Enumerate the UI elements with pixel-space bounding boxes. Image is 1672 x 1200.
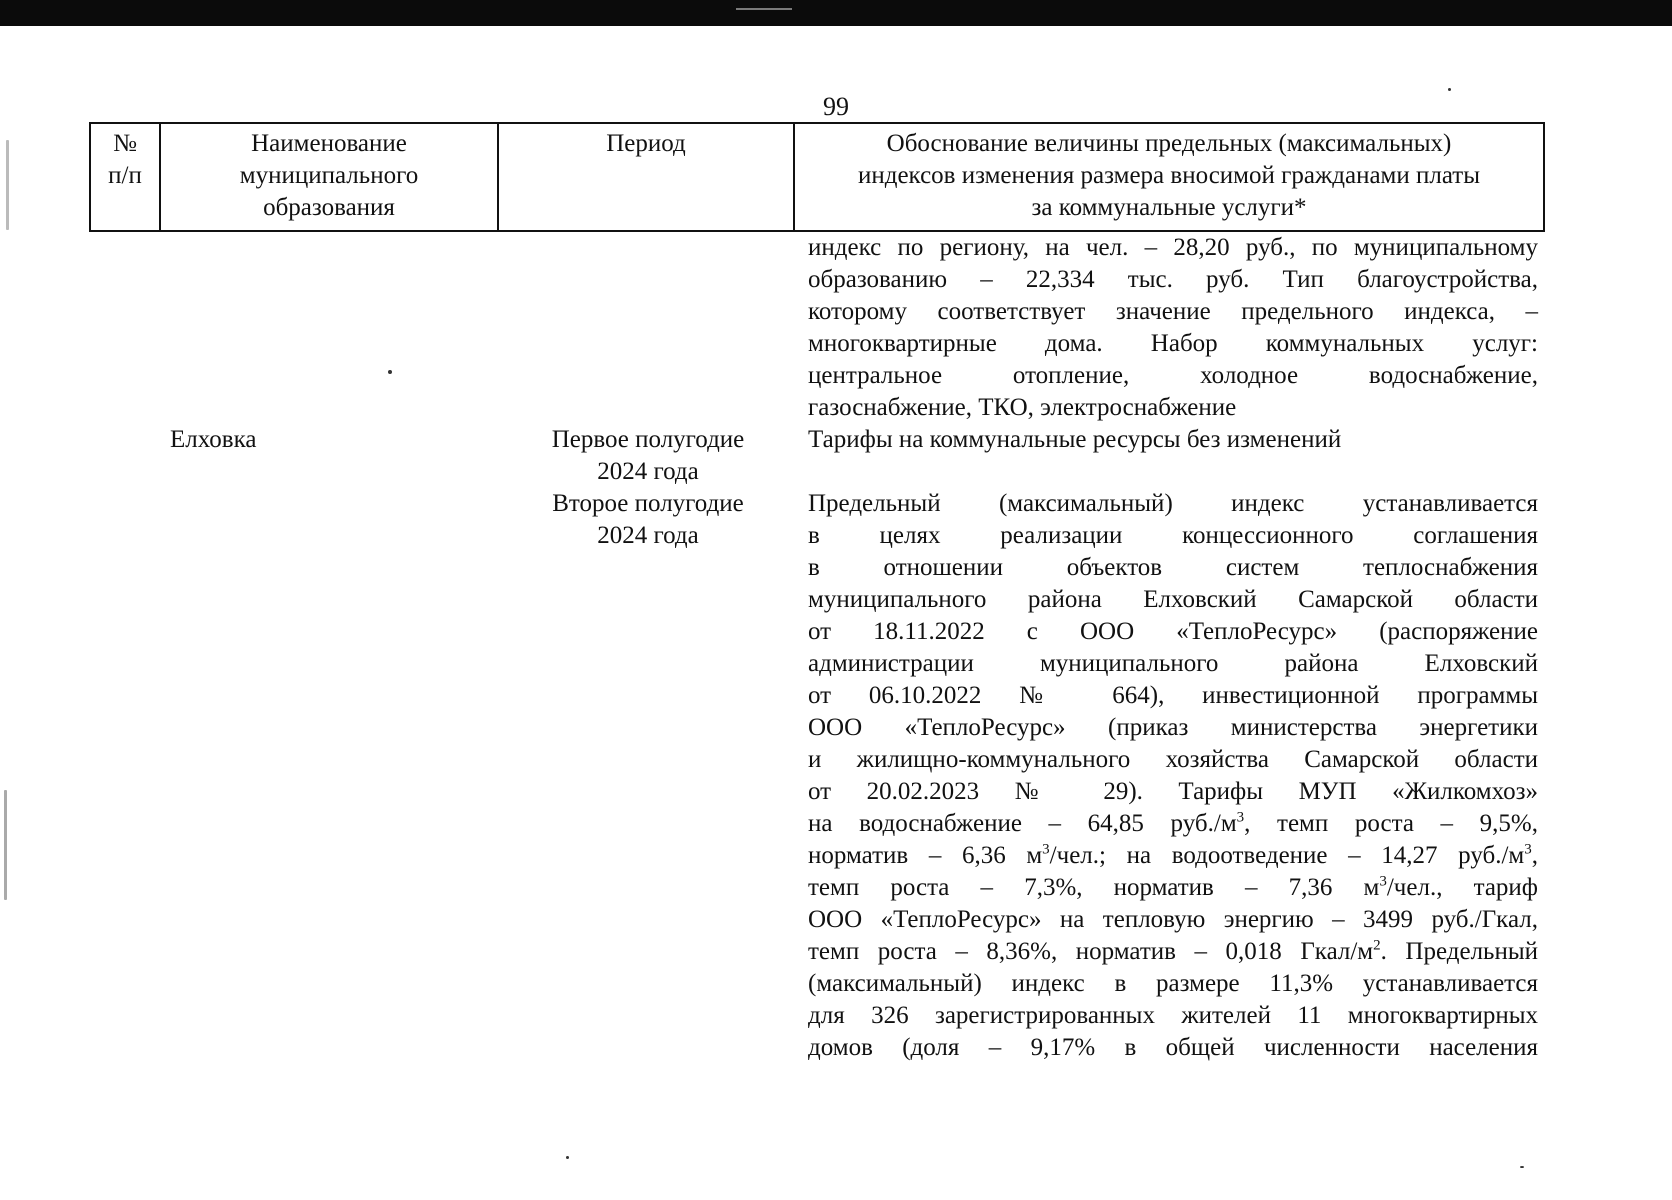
text-fragment: темп роста – 8,36%, норматив – 0,018 Гкал/м [808, 938, 1374, 965]
scan-speck [1520, 1166, 1524, 1168]
superscript: 3 [1236, 809, 1245, 826]
header-just-line: за коммунальные услуги* [1031, 194, 1307, 221]
text-line: образованию – 22,334 тыс. руб. Тип благоустройства, [808, 266, 1538, 293]
text-line: газоснабжение, ТКО, электроснабжение [808, 394, 1237, 421]
header-num-line: № [113, 130, 137, 157]
header-col-municipality [160, 123, 498, 231]
period-line: Первое полугодие [551, 426, 745, 453]
scan-speck [566, 1156, 569, 1159]
text-fragment: , [1531, 842, 1538, 869]
header-name-line: муниципального [239, 162, 419, 189]
text-line: ООО «ТеплоРесурс» на тепловую энергию – 3499 руб./Гкал, [808, 906, 1538, 933]
text-line: Предельный (максимальный) индекс устанавливается [808, 490, 1538, 517]
text-fragment: . Предельный [1380, 938, 1539, 965]
header-just-line: индексов изменения размера вносимой гражданами платы [857, 162, 1481, 189]
text-line: в целях реализации концессионного соглашения [808, 522, 1538, 549]
text-line: индекс по региону, на чел. – 28,20 руб., по муниципальному [808, 234, 1538, 261]
table-header [89, 122, 1545, 232]
superscript: 3 [1379, 873, 1387, 890]
scan-artifact [736, 8, 792, 10]
text-line: многоквартирные дома. Набор коммунальных услуг: [808, 330, 1538, 357]
superscript: 3 [1042, 841, 1050, 858]
header-num-line: п/п [108, 162, 142, 189]
text-fragment: темп роста – 7,3%, норматив – 7,36 м [808, 874, 1380, 901]
text-line [808, 808, 1538, 840]
text-line: от 18.11.2022 с ООО «ТеплоРесурс» (распоряжение [808, 618, 1538, 645]
justification-first-half [808, 424, 1538, 456]
text-line: муниципального района Елховский Самарской области [808, 586, 1538, 613]
text-line: центральное отопление, холодное водоснабжение, [808, 362, 1538, 389]
header-col-period [498, 123, 794, 231]
text-line: Тарифы на коммунальные ресурсы без изменений [808, 426, 1342, 453]
period-line: Второе полугодие [552, 490, 744, 517]
header-just-line: Обоснование величины предельных (максимальных) [886, 130, 1452, 157]
scan-speck [4, 790, 7, 900]
text-line: домов (доля – 9,17% в общей численности населения [808, 1034, 1538, 1061]
superscript: 3 [1524, 841, 1532, 858]
text-line [808, 840, 1538, 872]
justification-continuation [808, 232, 1538, 424]
text-line: и жилищно-коммунального хозяйства Самарской области [808, 746, 1538, 773]
header-period-label: Период [606, 130, 686, 157]
text-line: ООО «ТеплоРесурс» (приказ министерства энергетики [808, 714, 1538, 741]
scan-top-border [0, 0, 1672, 26]
scan-speck [1448, 88, 1451, 91]
scan-speck [6, 140, 9, 230]
header-name-line: образования [263, 194, 395, 221]
text-line: от 06.10.2022 № 664), инвестиционной программы [808, 682, 1538, 709]
header-col-number [90, 123, 160, 231]
text-line: (максимальный) индекс в размере 11,3% устанавливается [808, 970, 1538, 997]
text-fragment: /чел.; на водоотведение – 14,27 руб./м [1049, 842, 1525, 869]
text-fragment: норматив – 6,36 м [808, 842, 1043, 869]
text-line [808, 872, 1538, 904]
period-line: 2024 года [597, 458, 699, 485]
text-fragment: , темп роста – 9,5%, [1244, 810, 1538, 837]
text-fragment: /чел., тариф [1386, 874, 1538, 901]
superscript: 2 [1373, 937, 1381, 954]
scan-speck [388, 370, 392, 374]
header-col-justification [794, 123, 1544, 231]
municipality-name: Елховка [170, 426, 257, 453]
justification-second-half [808, 488, 1538, 1064]
header-name-line: Наименование [251, 130, 407, 157]
period-first-half [520, 424, 776, 488]
page-number: 99 [823, 92, 849, 121]
text-line: в отношении объектов систем теплоснабжения [808, 554, 1538, 581]
text-line: которому соответствует значение предельного индекса, – [808, 298, 1538, 325]
text-line: от 20.02.2023 № 29). Тарифы МУП «Жилкомхоз» [808, 778, 1538, 805]
text-fragment: на водоснабжение – 64,85 руб./м [808, 810, 1237, 837]
text-line: администрации муниципального района Елховский [808, 650, 1538, 677]
period-line: 2024 года [597, 522, 699, 549]
text-line [808, 936, 1538, 968]
period-second-half [520, 488, 776, 552]
text-line: для 326 зарегистрированных жителей 11 многоквартирных [808, 1002, 1538, 1029]
